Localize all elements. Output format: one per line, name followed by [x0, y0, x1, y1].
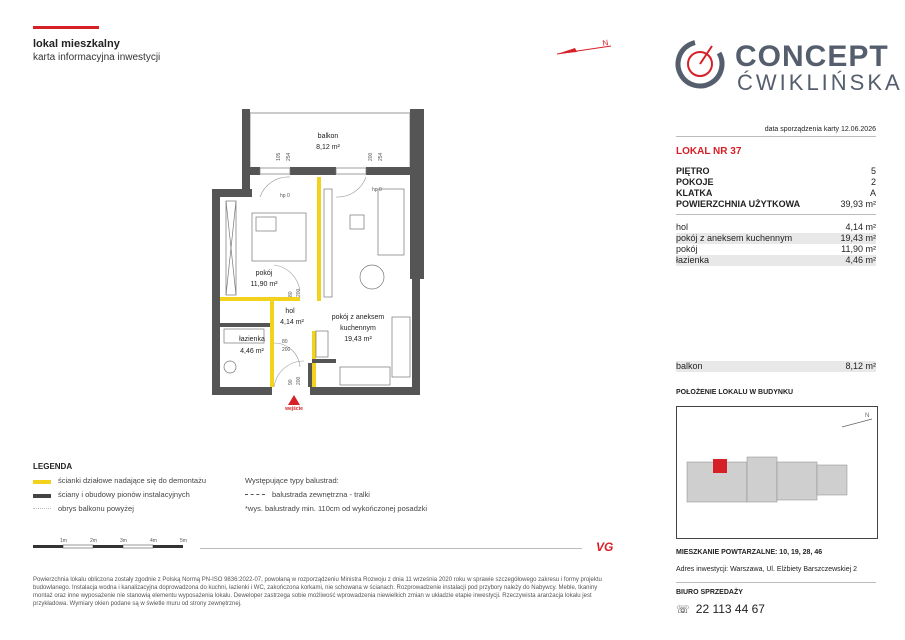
svg-text:4m: 4m [150, 538, 157, 544]
location-map [676, 406, 878, 539]
svg-text:4,14 m²: 4,14 m² [280, 319, 304, 326]
spec-staircase: KLATKA A [676, 188, 876, 198]
page-title: lokal mieszkalny [33, 38, 120, 50]
brand-name: CONCEPT [735, 40, 889, 73]
svg-text:5m: 5m [180, 538, 187, 544]
room-row: łazienka 4,46 m² [676, 255, 876, 265]
balustrade-note: *wys. balustrady min. 110cm od wykończonej posadzki [245, 504, 428, 513]
svg-text:N: N [865, 413, 870, 419]
svg-text:200: 200 [282, 347, 291, 353]
room-row: hol 4,14 m² [676, 222, 876, 232]
balcony-row: balkon 8,12 m² [676, 361, 876, 371]
svg-text:254: 254 [378, 152, 384, 161]
sales-phone[interactable]: ☏ 22 113 44 67 [676, 602, 765, 616]
similar-units: MIESZKANIE POWTARZALNE: 10, 19, 28, 46 [676, 549, 823, 556]
disclaimer: Powierzchnia lokalu obliczona zostały zgodnie z Polską Normą PN-ISO 9836:2022-07, powołaną w rozporządzeniu Ministra Rozwoju z dnia 11 września 2020 roku w sprawie szczegółowego zakresu i formy projektu budowlanego. Instalacja wodna i kanalizacyjna doprowadzona do kuchni, łazienki i WC, zakończona korkami, nie schowana w ścianach. Rozprowadzenie instalacji pod przybory należy do Nabywcy. Meble, tkaniny montaż oraz inne wyposażenie nie stanowią elementu wyposażenia lokalu. Deweloper zastrzega sobie możliwość wprowadzenia niewielkich zmian w układzie etapie inwestycji. Rzeczywista aranżacja lokalu jest przykładowa. Wymiary okien podane są w świetle muru od strony zewnętrznej. [33, 577, 602, 607]
header-accent-line [33, 26, 99, 29]
entrance-arrow-icon [288, 395, 300, 405]
svg-text:8,12 m²: 8,12 m² [316, 144, 340, 151]
spec-rooms: POKOJE 2 [676, 177, 876, 187]
spec-floor: PIĘTRO 5 [676, 166, 876, 176]
sales-title: BIURO SPRZEDAŻY [676, 589, 743, 596]
svg-text:11,90 m²: 11,90 m² [250, 281, 278, 288]
unit-name: LOKAL NR 37 [676, 146, 742, 157]
vg-logo: VG [596, 540, 614, 554]
svg-text:105: 105 [276, 152, 282, 161]
balustrade-title: Występujące typy balustrad: [245, 476, 339, 485]
svg-text:hp 0: hp 0 [280, 193, 290, 199]
svg-text:N: N [601, 38, 610, 48]
card-date: data sporządzenia karty 12.06.2026 [764, 126, 876, 133]
svg-text:4,46 m²: 4,46 m² [240, 348, 264, 355]
floor-plan [200, 105, 460, 415]
svg-text:pokój z aneksem: pokój z aneksem [331, 314, 385, 321]
balustrade-swatch [245, 494, 265, 495]
svg-text:pokój: pokój [255, 270, 273, 277]
svg-text:80: 80 [288, 291, 294, 297]
address: Adres inwestycji: Warszawa, Ul. Elżbiety Barszczewskiej 2 [676, 566, 858, 573]
svg-text:balkon: balkon [317, 133, 339, 140]
phone-icon: ☏ [676, 603, 690, 616]
svg-text:hol: hol [285, 308, 295, 315]
balustrade-item: balustrada zewnętrzna - tralki [272, 490, 370, 499]
svg-text:3m: 3m [120, 538, 127, 544]
svg-text:kuchennym: kuchennym [340, 325, 376, 332]
spec-area: POWIERZCHNIA UŻYTKOWA 39,93 m² [676, 199, 876, 209]
svg-text:2m: 2m [90, 538, 97, 544]
room-row: pokój 11,90 m² [676, 244, 876, 254]
north-arrow-icon [555, 38, 615, 58]
legend-item: ściany i obudowy pionów instalacyjnych [58, 490, 190, 499]
svg-text:254: 254 [286, 152, 292, 161]
brand-logo-icon [672, 34, 732, 94]
brand-subname: ĆWIKLIŃSKA [737, 70, 903, 95]
page-subtitle: karta informacyjna inwestycji [33, 52, 161, 63]
svg-text:80: 80 [282, 339, 288, 345]
legend-swatch [33, 480, 51, 484]
scale-bar [33, 536, 203, 550]
svg-text:1m: 1m [60, 538, 67, 544]
legend-swatch [33, 508, 51, 509]
svg-text:wejście: wejście [285, 406, 303, 412]
svg-text:200: 200 [296, 376, 302, 385]
svg-text:19,43 m²: 19,43 m² [344, 336, 372, 343]
location-title: POŁOŻENIE LOKALU W BUDYNKU [676, 389, 794, 396]
legend-swatch [33, 494, 51, 498]
svg-text:200: 200 [368, 152, 374, 161]
svg-text:200: 200 [296, 288, 302, 297]
legend-item: obrys balkonu powyżej [58, 504, 134, 513]
legend-title: LEGENDA [33, 462, 73, 471]
svg-text:90: 90 [288, 379, 294, 385]
svg-text:hp 0: hp 0 [372, 187, 382, 193]
room-row: pokój z aneksem kuchennym 19,43 m² [676, 233, 876, 243]
svg-text:łazienka: łazienka [239, 336, 265, 343]
legend-item: ścianki działowe nadające się do demontażu [58, 476, 207, 485]
